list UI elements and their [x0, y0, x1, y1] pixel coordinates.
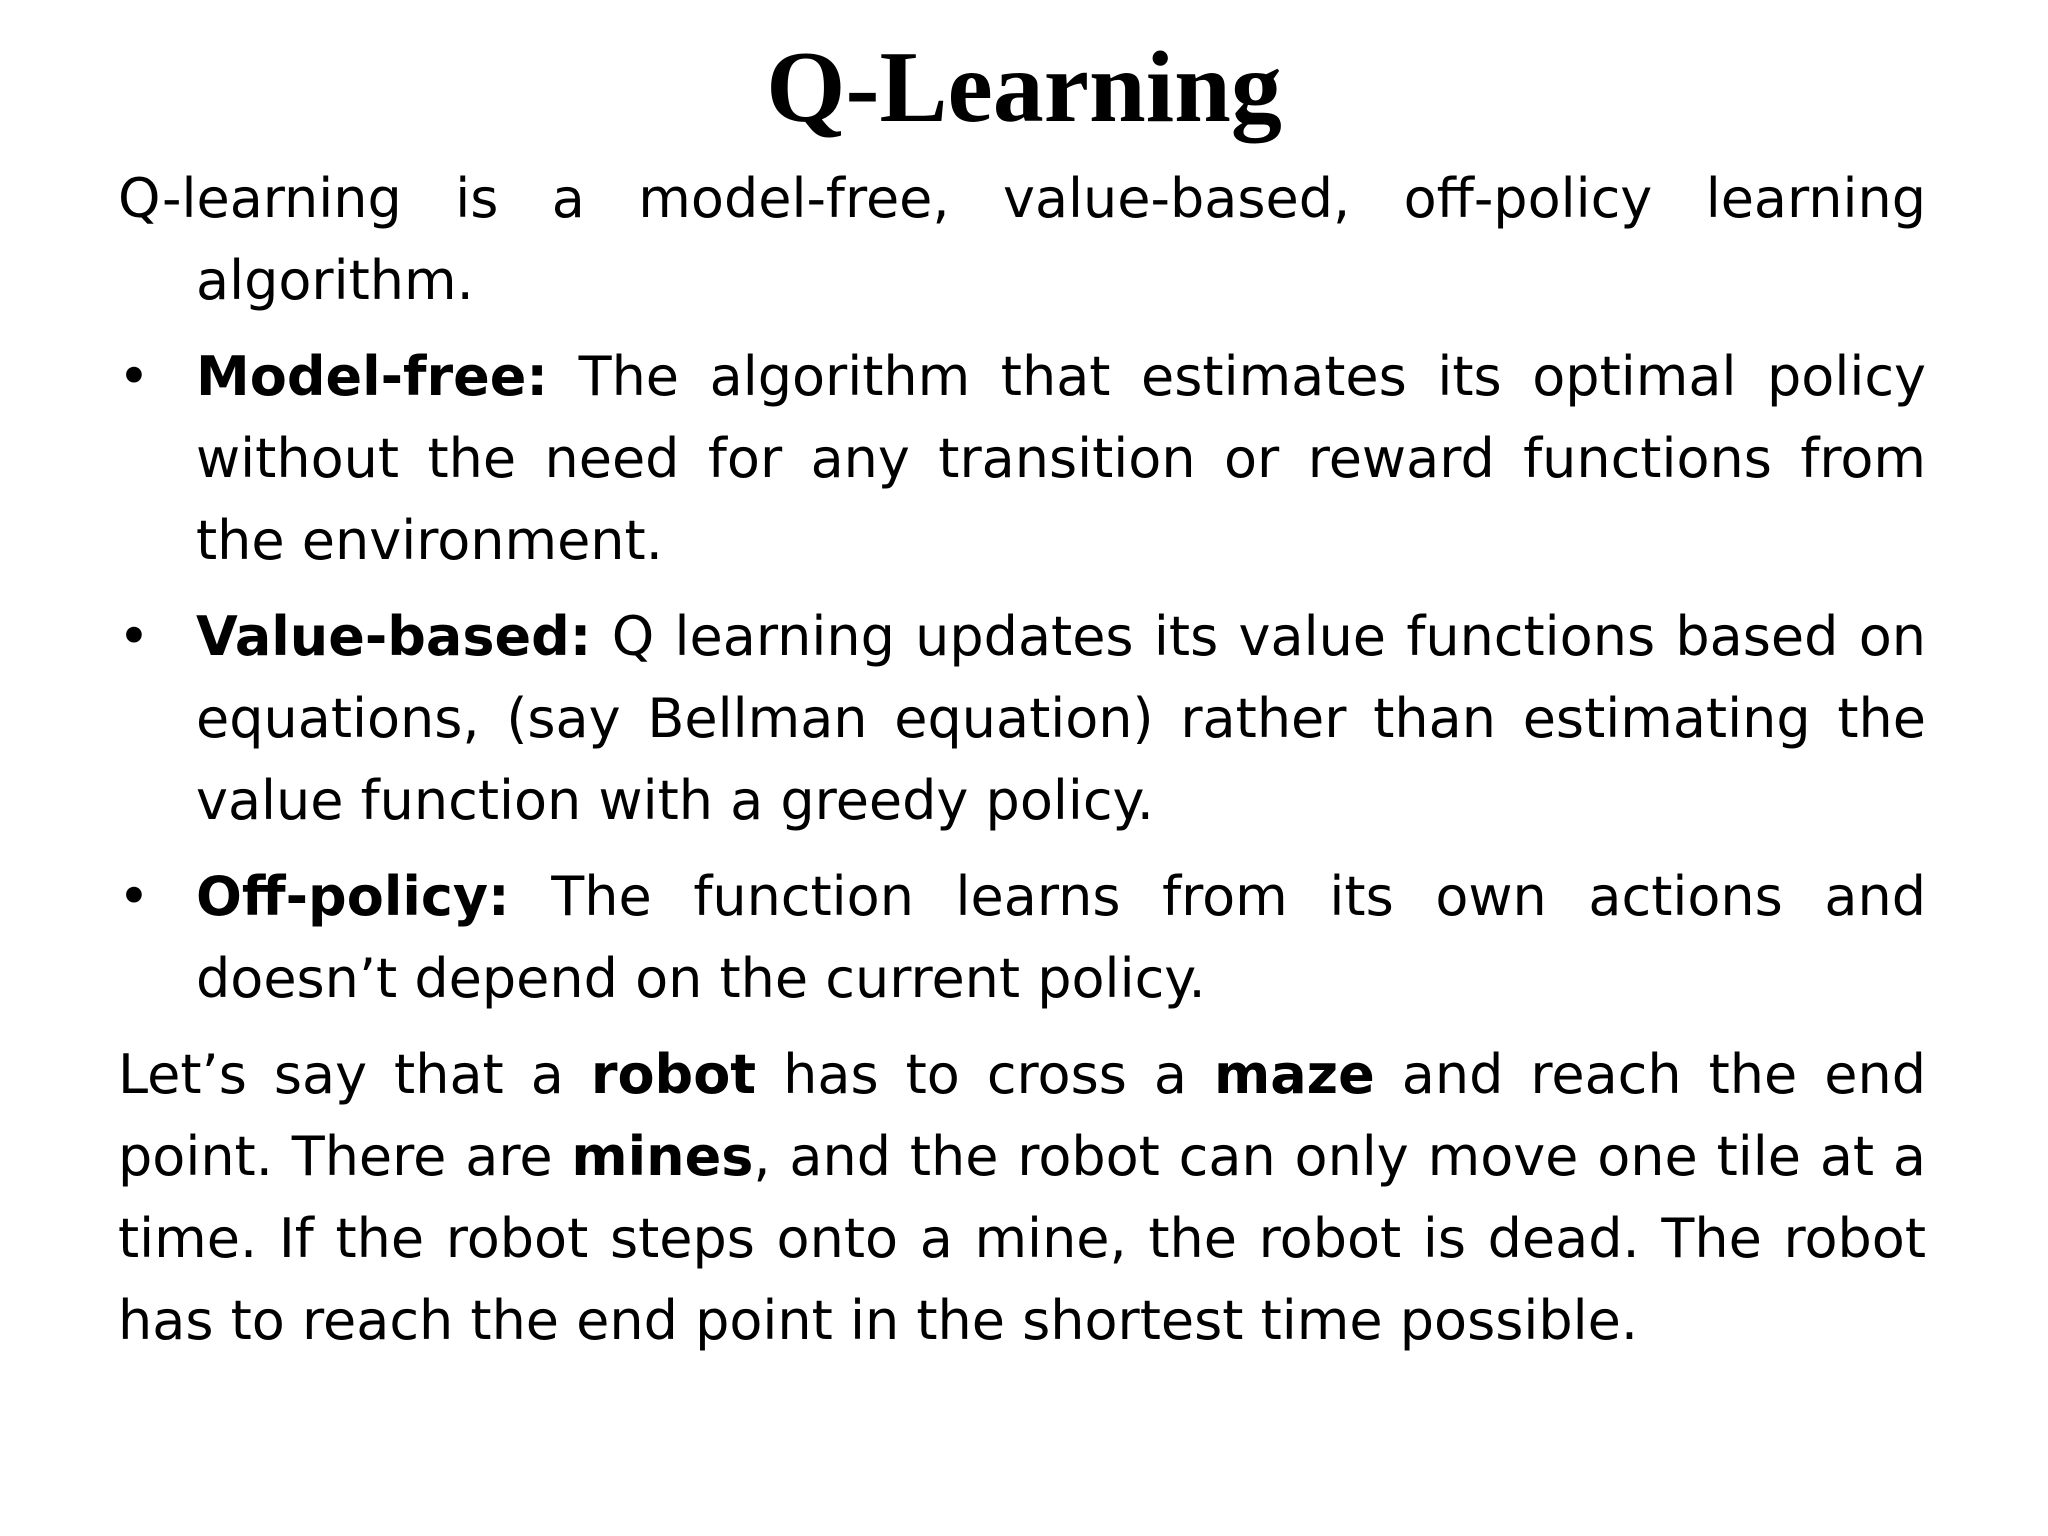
bullet-description: Q learning updates its value functions based on equations, (say Bellman equation) rather than estimating the value function with a greedy policy. [196, 605, 1926, 832]
example-paragraph [118, 1034, 1926, 1362]
bullet-term: Off-policy: [196, 865, 510, 928]
bullet-icon: • [118, 345, 150, 408]
bullet-text [196, 856, 1926, 1020]
bullet-description: The algorithm that estimates its optimal policy without the need for any transition or reward functions from the environment. [196, 345, 1926, 572]
bullet-text [196, 336, 1926, 582]
example-robot-term: robot [590, 1043, 757, 1106]
bullet-description: The function learns from its own actions and doesn’t depend on the current policy. [196, 865, 1926, 1010]
bullet-off-policy [118, 856, 1926, 1020]
bullet-term: Value-based: [196, 605, 592, 668]
example-text: has to cross a [756, 1043, 1214, 1106]
bullet-text [196, 596, 1926, 842]
bullet-icon: • [118, 605, 150, 668]
slide-title: Q-Learning [766, 31, 1282, 144]
bullet-list [118, 336, 1926, 1020]
bullet-model-free [118, 336, 1926, 582]
slide-content [118, 158, 1926, 1362]
example-mines-term: mines [571, 1125, 754, 1188]
bullet-icon: • [118, 865, 150, 928]
example-maze-term: maze [1213, 1043, 1375, 1106]
intro-paragraph: Q-learning is a model-free, value-based, off-policy learning algorithm. [118, 167, 1926, 312]
bullet-term: Model-free: [196, 345, 549, 408]
example-text: Let’s say that a [118, 1043, 591, 1106]
example-text: , and the robot can only move one tile at a time. If the robot steps onto a mine, the robot is dead. The robot has to reach the end point in the shortest time possible. [118, 1125, 1927, 1352]
bullet-value-based [118, 596, 1926, 842]
example-text: and reach the end point. There are [118, 1043, 1926, 1188]
